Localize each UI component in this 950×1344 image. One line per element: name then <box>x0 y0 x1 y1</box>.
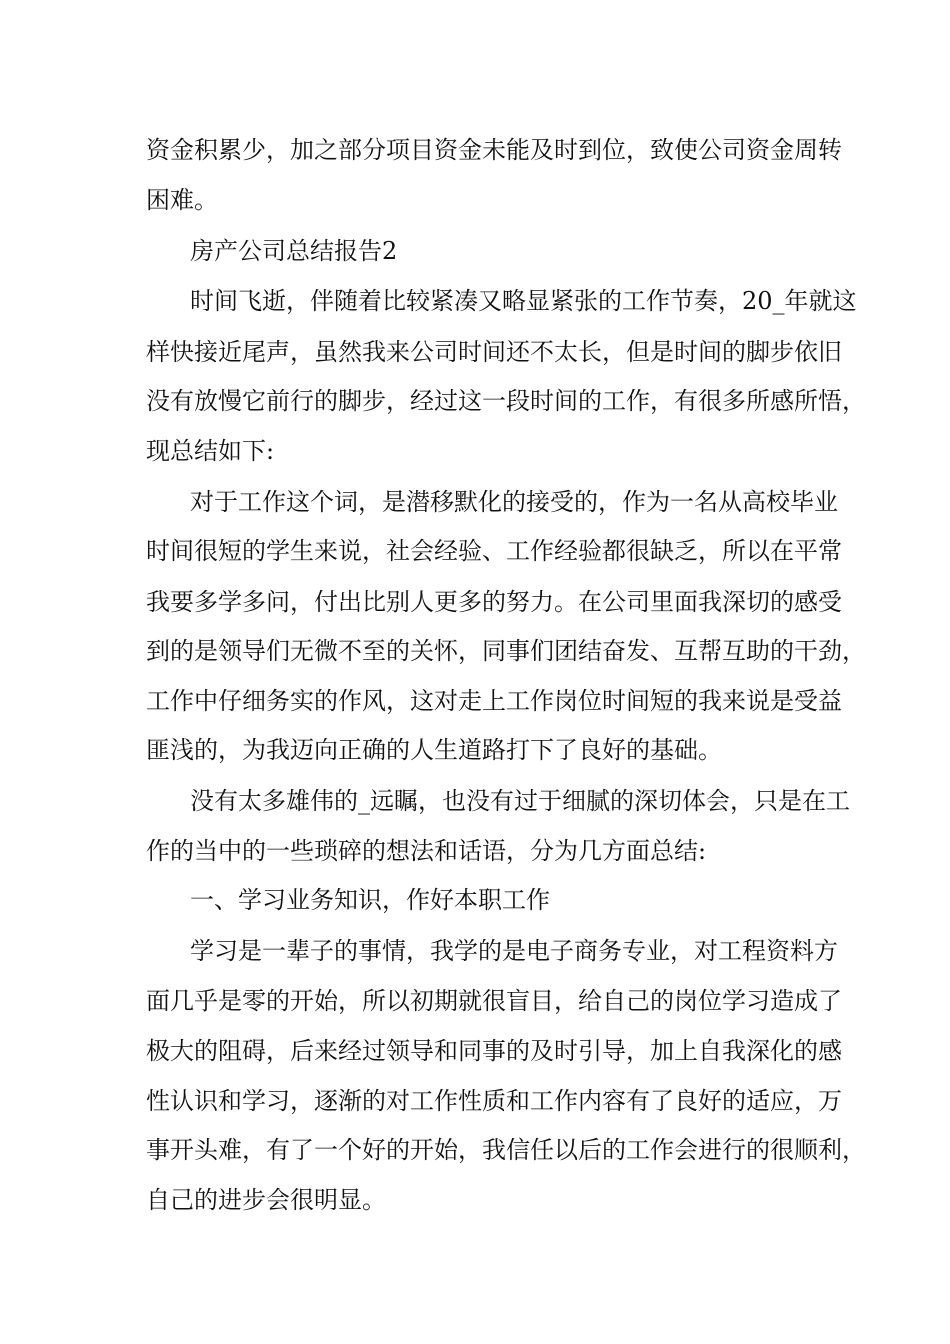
text-line-1: 资金积累少，加之部分项目资金未能及时到位，致使公司资金周转 <box>146 136 842 164</box>
subheading-1: 一、学习业务知识，作好本职工作 <box>190 886 550 914</box>
text-line-7: 现总结如下: <box>146 437 275 465</box>
text-line-2: 困难。 <box>146 186 218 214</box>
text-line-13: 匪浅的，为我迈向正确的人生道路打下了良好的基础。 <box>146 736 722 764</box>
text-line-4: 时间飞逝，伴随着比较紧凑又略显紧张的工作节奏，20_年就这 <box>190 287 857 315</box>
text-line-20: 性认识和学习，逐渐的对工作性质和工作内容有了良好的适应，万 <box>146 1087 842 1115</box>
text-line-22: 自己的进步会很明显。 <box>146 1186 386 1214</box>
text-line-11: 到的是领导们无微不至的关怀，同事们团结奋发、互帮互助的干劲， <box>146 637 866 665</box>
text-line-9: 时间很短的学生来说，社会经验、工作经验都很缺乏，所以在平常 <box>146 537 842 565</box>
text-line-5: 样快接近尾声，虽然我来公司时间还不太长，但是时间的脚步依旧 <box>146 338 842 366</box>
text-line-14: 没有太多雄伟的_远瞩，也没有过于细腻的深切体会，只是在工 <box>190 787 850 815</box>
text-line-12: 工作中仔细务实的作风，这对走上工作岗位时间短的我来说是受益 <box>146 687 842 715</box>
text-line-17: 学习是一辈子的事情，我学的是电子商务专业，对工程资料方 <box>190 937 838 965</box>
section-heading: 房产公司总结报告2 <box>190 237 398 265</box>
text-line-8: 对于工作这个词，是潜移默化的接受的，作为一名从高校毕业 <box>190 488 838 516</box>
text-line-19: 极大的阻碍，后来经过领导和同事的及时引导，加上自我深化的感 <box>146 1037 842 1065</box>
text-line-6: 没有放慢它前行的脚步，经过这一段时间的工作，有很多所感所悟， <box>146 387 866 415</box>
text-line-21: 事开头难，有了一个好的开始，我信任以后的工作会进行的很顺利， <box>146 1136 866 1164</box>
text-line-10: 我要多学多问，付出比别人更多的努力。在公司里面我深切的感受 <box>146 588 842 616</box>
text-line-15: 作的当中的一些琐碎的想法和话语，分为几方面总结: <box>146 837 707 865</box>
text-line-18: 面几乎是零的开始，所以初期就很盲目，给自己的岗位学习造成了 <box>146 987 842 1015</box>
